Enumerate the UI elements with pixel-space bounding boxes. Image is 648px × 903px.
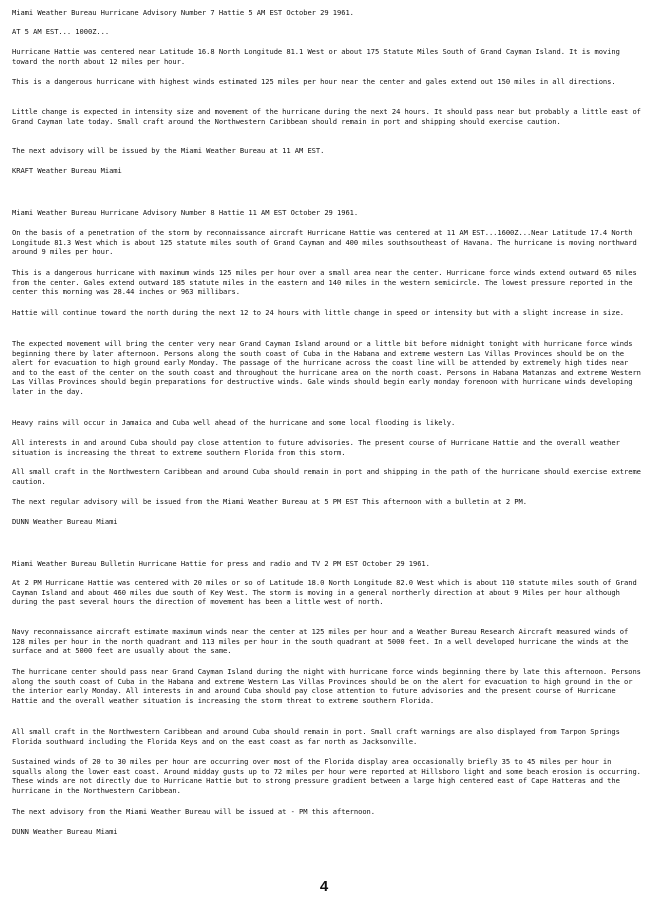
advisory-7-paragraph-2: This is a dangerous hurricane with highest winds estimated 125 miles per hour near the center and gales extend out 150 miles in all directions. (12, 77, 616, 86)
bulletin-paragraph-4: All small craft in the Northwestern Caribbean and around Cuba should remain in port. Small craft warnings are also displayed from Tarpon Springs Florida southward including the Florida Keys and on the east coast as far north as Jacksonville. (12, 727, 620, 746)
advisory-7-time: AT 5 AM EST... 1000Z... (12, 27, 110, 36)
advisory-8-paragraph-8: The next regular advisory will be issued from the Miami Weather Bureau at 5 PM EST This afternoon with a bulletin at 2 PM. (12, 497, 527, 506)
bulletin-paragraph-6: The next advisory from the Miami Weather Bureau will be issued at - PM this afternoon. (12, 807, 375, 816)
advisory-8-paragraph-6: All interests in and around Cuba should pay close attention to future advisories. The present course of Hurricane Hattie and the overall weather situation is increasing the threat to extreme southern Florida from this storm. (12, 438, 620, 457)
advisory-8-paragraph-5: Heavy rains will occur in Jamaica and Cuba well ahead of the hurricane and some local flooding is likely. (12, 418, 456, 427)
advisory-7-paragraph-4: The next advisory will be issued by the Miami Weather Bureau at 11 AM EST. (12, 146, 325, 155)
bulletin-paragraph-3: The hurricane center should pass near Grand Cayman Island during the night with hurricane force winds beginning there by late this afternoon. Persons along the south coast of Cuba in the Habana and extreme Western Las Villas Provinces should be on the alert for evacuation to high ground in the or the interior early Monday. All interests in and around Cuba should pay close attention to future advisories and the present course of Hurricane Hattie and the overall weather situation is increasing the storm threat to extreme southern Florida. (12, 667, 641, 705)
advisory-7-paragraph-1: Hurricane Hattie was centered near Latitude 16.8 North Longitude 81.1 West or about 175 Statute Miles South of Grand Cayman Island. It is moving toward the north about 12 miles per hour. (12, 47, 620, 66)
bulletin-paragraph-5: Sustained winds of 20 to 30 miles per hour are occurring over most of the Florida display area occasionally briefly 35 to 45 miles per hour in squalls along the lower east coast. Around midday gusts up to 72 miles per hour were reported at Hillsboro light and some beach erosion is occurring. These winds are not directly due to Hurricane Hattie but to strong pressure gradient between a large high centered east of Cape Hatteras and the hurricane in the Northwestern Caribbean. (12, 757, 641, 795)
advisory-7-signature: KRAFT Weather Bureau Miami (12, 166, 122, 175)
advisory-8-paragraph-1: On the basis of a penetration of the storm by reconnaissance aircraft Hurricane Hattie was centered at 11 AM EST...1600Z...Near Latitude 17.4 North Longitude 81.3 West which is about 125 statute miles south of Grand Cayman and 400 miles southsoutheast of Havana. The hurricane is moving northward around 9 miles per hour. (12, 228, 637, 257)
advisory-8-paragraph-2: This is a dangerous hurricane with maximum winds 125 miles per hour over a small area near the center. Hurricane force winds extend outward 65 miles from the center. Gales extend outward 185 statute miles in the eastern and 140 miles in the western semicircle. The lowest pressure reported in the center this morning was 28.44 inches or 963 millibars. (12, 268, 637, 297)
page-number: 4 (319, 878, 329, 895)
advisory-8-paragraph-3: Hattie will continue toward the north during the next 12 to 24 hours with little change in speed or intensity but with a slight increase in size. (12, 308, 625, 317)
advisory-8-signature: DUNN Weather Bureau Miami (12, 517, 118, 526)
bulletin-signature: DUNN Weather Bureau Miami (12, 827, 118, 836)
advisory-8-title: Miami Weather Bureau Hurricane Advisory Number 8 Hattie 11 AM EST October 29 1961. (12, 208, 359, 217)
advisory-8-paragraph-7: All small craft in the Northwestern Caribbean and around Cuba should remain in port and shipping in the path of the hurricane should exercise extreme caution. (12, 467, 641, 486)
bulletin-paragraph-1: At 2 PM Hurricane Hattie was centered with 20 miles or so of Latitude 18.0 North Longitude 82.0 West which is about 110 statute miles south of Grand Cayman Island and about 460 miles due south of Key West. The storm is moving in a general northerly direction at about 9 Miles per hour although during the past several hours the direction of movement has been a little west of north. (12, 578, 637, 607)
advisory-7-paragraph-3: Little change is expected in intensity size and movement of the hurricane during the next 24 hours. It should pass near but probably a little east of Grand Cayman late today. Small craft around the Northwestern Caribbean should remain in port and shipping should exercise caution. (12, 107, 641, 126)
bulletin-paragraph-2: Navy reconnaissance aircraft estimate maximum winds near the center at 125 miles per hour and a Weather Bureau Research Aircraft measured winds of 128 miles per hour in the north quadrant and 113 miles per hour in the south quadrant at 5000 feet. In a well developed hurricane the winds at the surface and at 5000 feet are usually about the same. (12, 627, 629, 656)
advisory-7-title: Miami Weather Bureau Hurricane Advisory Number 7 Hattie 5 AM EST October 29 1961. (12, 8, 354, 17)
bulletin-title: Miami Weather Bureau Bulletin Hurricane Hattie for press and radio and TV 2 PM EST October 29 1961. (12, 559, 430, 568)
advisory-8-paragraph-4: The expected movement will bring the center very near Grand Cayman Island around or a little bit before midnight tonight with hurricane force winds beginning there by later afternoon. Persons along the south coast of Cuba in the Habana and extreme western Las Villas Provinces should be on the alert for evacuation to high ground early Monday. The passage of the hurricane across the coast line will be attended by extremely high tides near and to the east of the center on the south coast and throughout the hurricane area on the north coast. Persons in Habana Matanzas and extreme Western Las Villas Provinces should begin preparations for destructive winds. Gale winds should begin early monday forenoon with hurricane winds developing later in the day. (12, 339, 641, 396)
